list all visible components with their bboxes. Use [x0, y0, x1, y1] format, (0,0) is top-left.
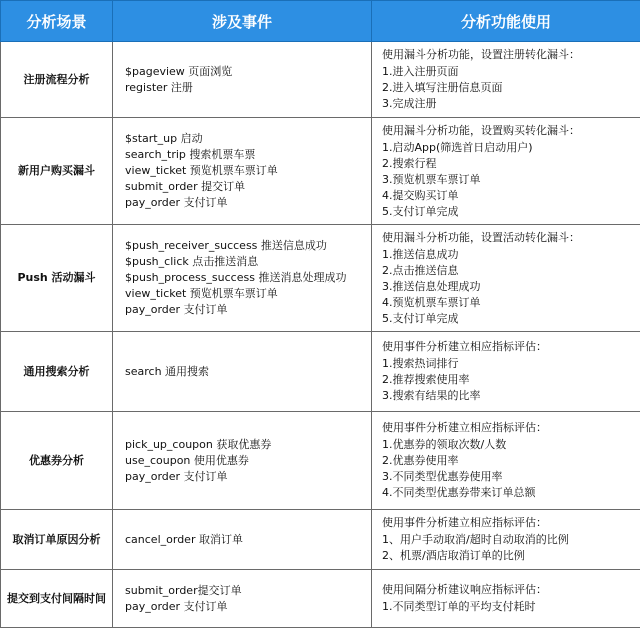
function-step: 3.完成注册: [382, 96, 632, 112]
function-step: 3.不同类型优惠券使用率: [382, 469, 632, 485]
function-title: 使用事件分析建立相应指标评估：: [382, 420, 632, 436]
function-step: 1.进入注册页面: [382, 64, 632, 80]
function-title: 使用漏斗分析功能，设置活动转化漏斗：: [382, 230, 632, 246]
events-cell: [113, 118, 372, 225]
function-title: 使用漏斗分析功能，设置购买转化漏斗：: [382, 123, 632, 139]
function-title: 使用漏斗分析功能，设置注册转化漏斗：: [382, 47, 632, 63]
header-row: [1, 1, 640, 42]
scene-cell: 取消订单原因分析: [1, 510, 113, 570]
function-step: 4.预览机票车票订单: [382, 295, 632, 311]
event-line: $push_receiver_success 推送信息成功: [125, 238, 363, 254]
function-step: 2.优惠券使用率: [382, 453, 632, 469]
functions-cell: [372, 510, 640, 570]
event-line: submit_order 提交订单: [125, 179, 363, 195]
scene-cell: 优惠券分析: [1, 412, 113, 510]
function-step: 1.搜索热词排行: [382, 356, 632, 372]
table-row: [1, 412, 640, 510]
table-row: [1, 118, 640, 225]
function-step: 2.进入填写注册信息页面: [382, 80, 632, 96]
header-scene: 分析场景: [1, 1, 113, 42]
event-line: $push_process_success 推送消息处理成功: [125, 270, 363, 286]
function-title: 使用间隔分析建议响应指标评估：: [382, 582, 632, 598]
event-line: pay_order 支付订单: [125, 302, 363, 318]
function-step: 2.点击推送信息: [382, 263, 632, 279]
event-line: pay_order 支付订单: [125, 599, 363, 615]
event-line: pay_order 支付订单: [125, 195, 363, 211]
function-step: 3.预览机票车票订单: [382, 172, 632, 188]
table-row: [1, 42, 640, 118]
scene-cell: 注册流程分析: [1, 42, 113, 118]
function-title: 使用事件分析建立相应指标评估：: [382, 339, 632, 355]
function-step: 4.不同类型优惠券带来订单总额: [382, 485, 632, 501]
function-step: 2.搜索行程: [382, 156, 632, 172]
event-line: cancel_order 取消订单: [125, 532, 363, 548]
function-step: 5.支付订单完成: [382, 311, 632, 327]
function-step: 2.推荐搜索使用率: [382, 372, 632, 388]
function-step: 2、机票/酒店取消订单的比例: [382, 548, 632, 564]
events-cell: [113, 412, 372, 510]
event-line: $push_click 点击推送消息: [125, 254, 363, 270]
events-cell: [113, 225, 372, 332]
functions-cell: [372, 570, 640, 628]
function-step: 3.搜索有结果的比率: [382, 388, 632, 404]
table-row: [1, 225, 640, 332]
table-row: [1, 510, 640, 570]
functions-cell: [372, 332, 640, 412]
scene-cell: 新用户购买漏斗: [1, 118, 113, 225]
event-line: pick_up_coupon 获取优惠券: [125, 437, 363, 453]
functions-cell: [372, 225, 640, 332]
scene-cell: Push 活动漏斗: [1, 225, 113, 332]
event-line: register 注册: [125, 80, 363, 96]
scene-cell: 提交到支付间隔时间: [1, 570, 113, 628]
function-step: 4.提交购买订单: [382, 188, 632, 204]
table-row: [1, 332, 640, 412]
event-line: search_trip 搜索机票车票: [125, 147, 363, 163]
event-line: view_ticket 预览机票车票订单: [125, 286, 363, 302]
function-step: 1.优惠券的领取次数/人数: [382, 437, 632, 453]
function-step: 1、用户手动取消/超时自动取消的比例: [382, 532, 632, 548]
event-line: search 通用搜索: [125, 364, 363, 380]
event-line: $pageview 页面浏览: [125, 64, 363, 80]
function-step: 1.推送信息成功: [382, 247, 632, 263]
event-line: view_ticket 预览机票车票订单: [125, 163, 363, 179]
events-cell: [113, 332, 372, 412]
functions-cell: [372, 412, 640, 510]
function-step: 5.支付订单完成: [382, 204, 632, 220]
function-title: 使用事件分析建立相应指标评估：: [382, 515, 632, 531]
header-functions: 分析功能使用: [372, 1, 640, 42]
function-step: 3.推送信息处理成功: [382, 279, 632, 295]
functions-cell: [372, 42, 640, 118]
event-line: pay_order 支付订单: [125, 469, 363, 485]
function-step: 1.启动App(筛选首日启动用户): [382, 140, 632, 156]
event-line: $start_up 启动: [125, 131, 363, 147]
event-line: submit_order提交订单: [125, 583, 363, 599]
header-events: 涉及事件: [113, 1, 372, 42]
events-cell: [113, 42, 372, 118]
events-cell: [113, 510, 372, 570]
functions-cell: [372, 118, 640, 225]
events-cell: [113, 570, 372, 628]
event-line: use_coupon 使用优惠券: [125, 453, 363, 469]
table-row: [1, 570, 640, 628]
function-step: 1.不同类型订单的平均支付耗时: [382, 599, 632, 615]
scene-cell: 通用搜索分析: [1, 332, 113, 412]
